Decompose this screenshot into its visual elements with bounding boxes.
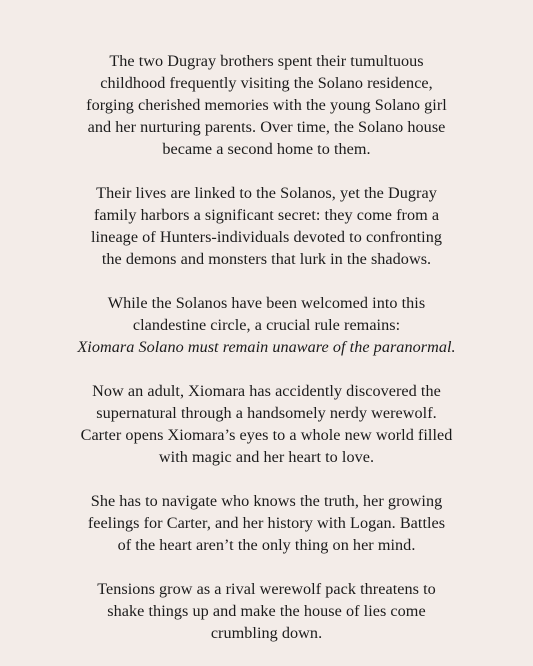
paragraph-secret (27, 182, 507, 270)
text-line: the demons and monsters that lurk in the shadows. (101, 250, 432, 268)
text-line: While the Solanos have been welcomed into this (107, 294, 426, 312)
text-line: clandestine circle, a crucial rule remains: (132, 316, 401, 334)
text-line: Tensions grow as a rival werewolf pack threatens to (97, 580, 436, 598)
text-line: lineage of Hunters-individuals devoted to confronting (90, 228, 443, 246)
paragraph-rule (27, 292, 507, 358)
text-line: family harbors a significant secret: they come from a (93, 206, 440, 224)
text-line: of the heart aren’t the only thing on her mind. (117, 536, 416, 554)
text-line: supernatural through a handsomely nerdy werewolf. (96, 404, 437, 422)
paragraph-conflict (27, 490, 507, 556)
paragraph-intro (27, 50, 507, 160)
text-line: Carter opens Xiomara’s eyes to a whole new world filled (80, 426, 453, 444)
text-line: feelings for Carter, and her history with Logan. Battles (87, 514, 446, 532)
text-line: Now an adult, Xiomara has accidently discovered the (92, 382, 441, 400)
text-line: forging cherished memories with the young Solano girl (86, 96, 447, 114)
text-line: crumbling down. (210, 624, 323, 642)
paragraph-tensions (27, 578, 507, 644)
text-line: and her nurturing parents. Over time, the Solano house (87, 118, 446, 136)
text-line: The two Dugray brothers spent their tumultuous (109, 52, 424, 70)
text-line: Their lives are linked to the Solanos, yet the Dugray (96, 184, 437, 202)
text-line: became a second home to them. (162, 140, 371, 158)
text-line: childhood frequently visiting the Solano residence, (100, 74, 433, 92)
italic-rule-line: Xiomara Solano must remain unaware of the paranormal. (77, 338, 456, 356)
paragraph-discovery (27, 380, 507, 468)
text-line: She has to navigate who knows the truth, her growing (90, 492, 443, 510)
text-line: with magic and her heart to love. (158, 448, 375, 466)
text-line: shake things up and make the house of lies come (107, 602, 426, 620)
